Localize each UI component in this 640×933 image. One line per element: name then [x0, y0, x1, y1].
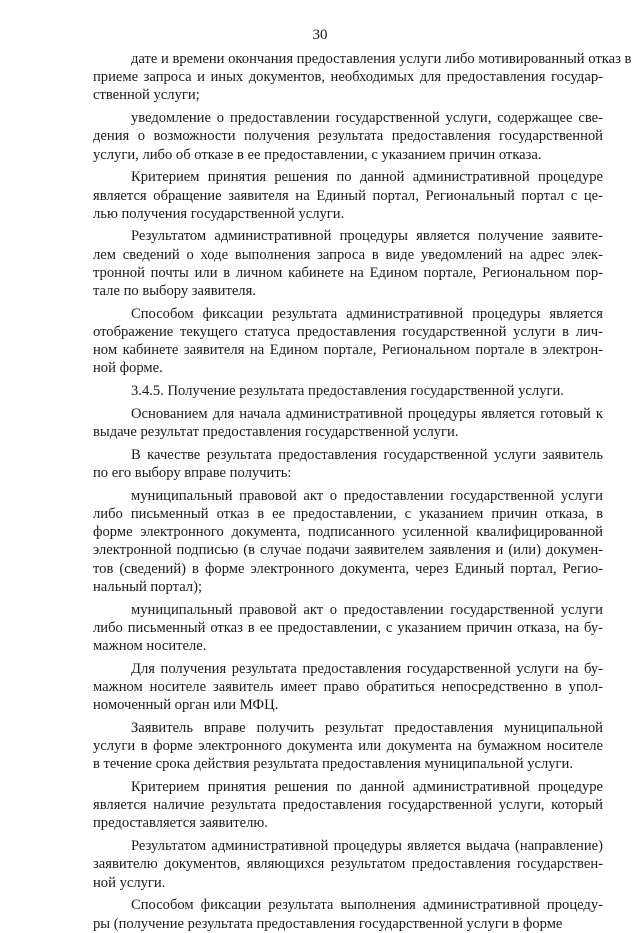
paragraph	[93, 896, 603, 932]
text-line: лью получения государственной услуги.	[93, 205, 345, 222]
text-line: Результатом административной процедуры является выдача (направление)	[131, 838, 603, 855]
text-line: электронной подписью (в случае подачи заявителем заявления и (или) докумен-	[93, 542, 603, 559]
text-line: уведомление о предоставлении государственной услуги, содержащее све-	[131, 110, 603, 127]
paragraph	[93, 382, 603, 400]
paragraph	[93, 50, 632, 105]
paragraph	[93, 487, 603, 596]
text-line: услуги, либо об отказе в ее предоставлении, с указанием причин отказа.	[93, 146, 542, 163]
text-line: тронной почты или в личном кабинете на Едином портале, Региональном пор-	[93, 264, 603, 281]
text-line: мажном носителе заявитель имеет право обратиться непосредственно в упол-	[93, 678, 603, 695]
text-line: мажном носителе.	[93, 637, 207, 654]
text-line: Заявитель вправе получить результат предоставления муниципальной	[131, 719, 603, 736]
text-line: услуги в форме электронного документа или документа на бумажном носителе	[93, 738, 603, 755]
text-line: тале по выбору заявителя.	[93, 283, 256, 300]
text-line: лем сведений о ходе выполнения запроса в виде уведомлений на адрес элек-	[93, 246, 603, 263]
text-line: является наличие результата предоставления государственной услуги, который	[93, 797, 603, 814]
page-number: 30	[312, 27, 328, 43]
paragraph	[93, 168, 603, 223]
paragraph	[93, 660, 603, 715]
text-line: дения о возможности получения результата предоставления государственной	[93, 128, 603, 145]
text-line: Основанием для начала административной процедуры является готовый к	[131, 405, 603, 422]
text-line: ном кабинете заявителя на Едином портале, Региональном портале в электрон-	[93, 342, 603, 359]
body-text	[93, 50, 632, 933]
paragraph	[93, 109, 603, 164]
text-line: 3.4.5. Получение результата предоставления государственной услуги.	[131, 383, 564, 400]
text-line: ной услуги.	[93, 874, 166, 891]
text-line: предоставляется заявителю.	[93, 815, 268, 832]
text-line: заявителю документов, являющихся результатом предоставления государствен-	[93, 856, 603, 873]
text-line: Способом фиксации результата административной процедуры является	[131, 305, 603, 322]
paragraph	[93, 405, 603, 441]
text-line: Для получения результата предоставления государственной услуги на бу-	[131, 660, 603, 677]
paragraph	[93, 227, 603, 300]
text-line: по его выбору вправе получить:	[93, 465, 292, 482]
text-line: муниципальный правовой акт о предоставлении государственной услуги	[131, 601, 603, 618]
text-line: является обращение заявителя на Единый портал, Региональный портал с це-	[93, 187, 603, 204]
text-line: либо письменный отказ в ее предоставлении, с указанием причин отказа, на бу-	[93, 619, 603, 636]
paragraph	[93, 601, 603, 656]
paragraph	[93, 778, 603, 833]
text-line: либо письменный отказ в ее предоставлении, с указанием причин отказа, в	[93, 506, 603, 523]
text-line: Способом фиксации результата выполнения административной процеду-	[131, 897, 603, 914]
text-line: дате и времени окончания предоставления услуги либо мотивированный отказ в	[131, 51, 632, 67]
text-line: номоченный орган или МФЦ.	[93, 697, 279, 714]
paragraph	[93, 446, 603, 482]
text-line: Критерием принятия решения по данной административной процедуре	[131, 779, 603, 796]
text-line: форме электронного документа, подписанного усиленной квалифицированной	[93, 524, 603, 541]
text-line: ной форме.	[93, 360, 163, 377]
text-line: отображение текущего статуса предоставления государственной услуги в лич-	[93, 324, 603, 340]
text-line: в течение срока действия результата предоставления муниципальной услуги.	[93, 756, 573, 773]
text-line: нальный портал);	[93, 578, 202, 595]
paragraph	[93, 719, 603, 774]
text-line: ственной услуги;	[93, 87, 200, 104]
text-line: ры (получение результата предоставления государственной услуги в форме	[93, 915, 563, 932]
text-line: Результатом административной процедуры является получение заявите-	[131, 228, 603, 245]
paragraph	[93, 837, 603, 892]
text-line: муниципальный правовой акт о предоставлении государственной услуги	[131, 487, 603, 504]
text-line: выдаче результат предоставления государственной услуги.	[93, 424, 459, 441]
text-line: приеме запроса и иных документов, необходимых для предоставления государ-	[93, 69, 603, 86]
text-line: тов (сведений) в форме электронного документа, через Единый портал, Регио-	[93, 560, 603, 577]
text-line: В качестве результата предоставления государственной услуги заявитель	[131, 446, 603, 463]
text-line: Критерием принятия решения по данной административной процедуре	[131, 169, 603, 186]
paragraph	[93, 305, 603, 378]
